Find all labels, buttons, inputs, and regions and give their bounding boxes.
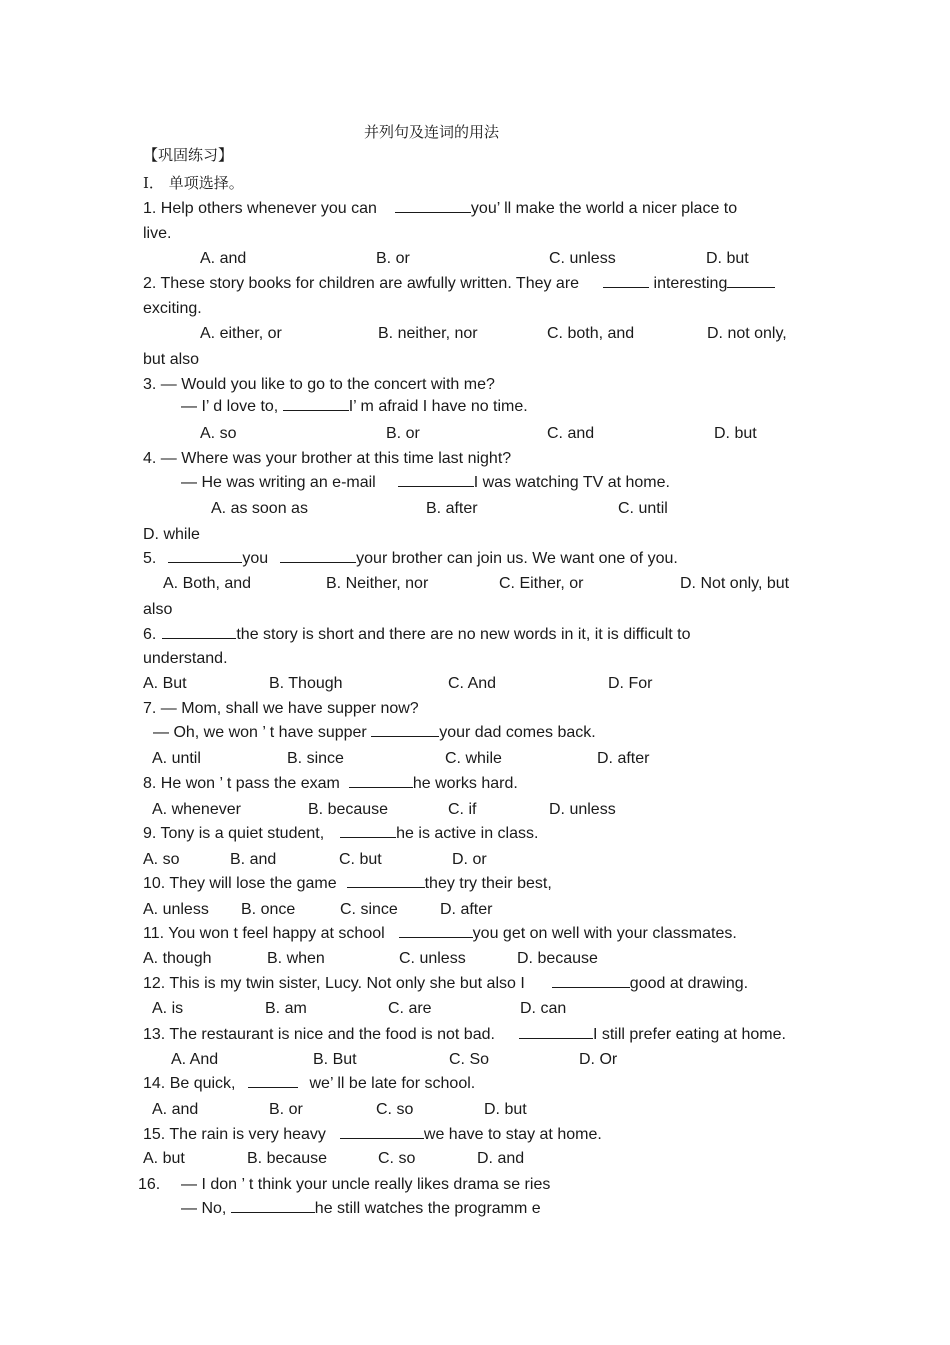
option: D. but: [706, 250, 749, 267]
question-11-text-2: you get on well with your classmates.: [472, 925, 737, 942]
question-3-text-2: I’ m afraid I have no time.: [348, 398, 528, 415]
answer-blank: [248, 1074, 298, 1088]
option: C. are: [388, 1000, 432, 1017]
option: C. so: [378, 1150, 416, 1167]
question-5-number: 5.: [143, 550, 157, 567]
question-6-line-1: [143, 625, 690, 645]
question-8-text-2: he works hard.: [412, 775, 518, 792]
question-16-line-1: — I don ’ t think your uncle really likes drama se ries: [181, 1176, 551, 1193]
question-7-text: — Oh, we won ’ t have supper: [153, 724, 367, 741]
answer-blank: [395, 199, 471, 213]
answer-blank: [552, 974, 630, 988]
page-title: 并列句及连词的用法: [364, 123, 500, 141]
option: C. so: [376, 1101, 414, 1118]
question-12-line-1: [143, 974, 748, 994]
question-6-number: 6.: [143, 626, 157, 643]
question-15-text-2: we have to stay at home.: [423, 1126, 602, 1143]
question-7-line-1: 7. — Mom, shall we have supper now?: [143, 700, 419, 717]
option: A. but: [143, 1150, 185, 1167]
question-5-text-2: your brother can join us. We want one of you.: [356, 550, 678, 567]
question-4-text: — He was writing an e-mail: [181, 474, 376, 491]
option: C. until: [618, 500, 668, 517]
question-5-text: you: [242, 550, 269, 567]
question-2-line-2: exciting.: [143, 300, 202, 317]
option: C. but: [339, 851, 382, 868]
question-12-text-2: good at drawing.: [629, 975, 749, 992]
option: A. whenever: [152, 801, 241, 818]
option: A. as soon as: [211, 500, 308, 517]
answer-blank: [231, 1199, 315, 1213]
section-heading: 【巩固练习】: [143, 146, 234, 164]
option: A. Both, and: [163, 575, 252, 592]
option: C. and: [547, 425, 595, 442]
option: C. Either, or: [499, 575, 584, 592]
option: A. so: [143, 851, 180, 868]
question-4-line-2: [181, 473, 670, 493]
answer-blank: [727, 274, 775, 288]
answer-blank: [371, 723, 439, 737]
question-12-text: 12. This is my twin sister, Lucy. Not only she but also I: [143, 975, 525, 992]
question-1-line-1: [143, 199, 737, 219]
option: D. because: [517, 950, 598, 967]
question-1-text: 1. Help others whenever you can: [143, 200, 377, 217]
option: D. and: [477, 1150, 525, 1167]
question-7-line-2: [153, 723, 596, 743]
option: A. until: [152, 750, 201, 767]
option: D. For: [608, 675, 653, 692]
question-14-text: 14. Be quick,: [143, 1075, 236, 1092]
option: D. or: [452, 851, 487, 868]
option: A. But: [143, 675, 187, 692]
option: B. But: [313, 1051, 357, 1068]
option: C. So: [449, 1051, 490, 1068]
question-10-text-2: they try their best,: [424, 875, 552, 892]
option: C. both, and: [547, 325, 635, 342]
option: A. and: [152, 1101, 199, 1118]
question-9-text-2: he is active in class.: [396, 825, 539, 842]
question-6-text: the story is short and there are no new words in it, it is difficult to: [236, 626, 691, 643]
option: B. because: [247, 1150, 328, 1167]
option: B. or: [386, 425, 420, 442]
question-15-text: 15. The rain is very heavy: [143, 1126, 326, 1143]
option: B. Though: [269, 675, 343, 692]
answer-blank: [347, 874, 425, 888]
question-16-text-2: he still watches the programm e: [314, 1200, 541, 1217]
option: C. if: [448, 801, 477, 818]
option: A. so: [200, 425, 237, 442]
question-10-text: 10. They will lose the game: [143, 875, 337, 892]
option: C. since: [340, 901, 398, 918]
option: B. once: [241, 901, 296, 918]
question-2-line-1: [143, 274, 775, 294]
option: D. but: [484, 1101, 527, 1118]
question-9-text: 9. Tony is a quiet student,: [143, 825, 325, 842]
question-16-line-2: [181, 1199, 541, 1219]
question-3-text: — I’ d love to,: [181, 398, 279, 415]
question-10-line-1: [143, 874, 552, 894]
question-14-text-2: we’ ll be late for school.: [309, 1075, 476, 1092]
question-15-line-1: [143, 1125, 602, 1145]
answer-blank: [340, 1125, 424, 1139]
question-9-line-1: [143, 824, 538, 844]
question-4-line-1: 4. — Where was your brother at this time last night?: [143, 450, 512, 467]
question-1-text-2: you’ ll make the world a nicer place to: [470, 200, 738, 217]
option: B. because: [308, 801, 389, 818]
option: B. neither, nor: [378, 325, 478, 342]
question-13-text: 13. The restaurant is nice and the food is not bad.: [143, 1026, 495, 1043]
option: C. And: [448, 675, 497, 692]
option: B. or: [269, 1101, 303, 1118]
answer-blank: [340, 824, 396, 838]
option: D. while: [143, 526, 200, 543]
option: D. Or: [579, 1051, 618, 1068]
option: B. when: [267, 950, 325, 967]
question-1-line-2: live.: [143, 225, 172, 242]
option: B. Neither, nor: [326, 575, 429, 592]
option: A. unless: [143, 901, 209, 918]
option: B. since: [287, 750, 344, 767]
option: D. not only,: [707, 325, 787, 342]
question-4-text-2: I was watching TV at home.: [473, 474, 670, 491]
option: B. and: [230, 851, 277, 868]
question-2-text-2: interesting: [653, 275, 728, 292]
option-continuation: also: [143, 601, 173, 618]
answer-blank: [603, 274, 649, 288]
option: B. or: [376, 250, 410, 267]
option: B. after: [426, 500, 478, 517]
question-14-line-1: [143, 1074, 475, 1094]
answer-blank: [283, 397, 349, 411]
option: D. after: [440, 901, 493, 918]
answer-blank: [162, 625, 236, 639]
option: A. And: [171, 1051, 219, 1068]
option: D. unless: [549, 801, 616, 818]
question-7-text-2: your dad comes back.: [439, 724, 596, 741]
question-3-line-1: 3. — Would you like to go to the concert with me?: [143, 376, 495, 393]
option: C. unless: [399, 950, 466, 967]
answer-blank: [168, 549, 242, 563]
question-5-line-1: [143, 549, 678, 569]
question-13-text-2: I still prefer eating at home.: [592, 1026, 786, 1043]
question-6-line-2: understand.: [143, 650, 228, 667]
option: B. am: [265, 1000, 307, 1017]
question-11-text: 11. You won t feel happy at school: [143, 925, 385, 942]
answer-blank: [349, 774, 413, 788]
option: A. and: [200, 250, 247, 267]
option: C. while: [445, 750, 502, 767]
part-heading: I． 单项选择。: [143, 174, 244, 192]
option: A. either, or: [200, 325, 282, 342]
answer-blank: [280, 549, 356, 563]
option: D. but: [714, 425, 757, 442]
question-8-line-1: [143, 774, 518, 794]
answer-blank: [519, 1025, 593, 1039]
option-continuation: but also: [143, 351, 200, 368]
option: A. though: [143, 950, 212, 967]
question-16-number: 16.: [138, 1176, 161, 1193]
question-3-line-2: [181, 397, 528, 417]
question-16-text: — No,: [181, 1200, 227, 1217]
option: C. unless: [549, 250, 616, 267]
option: D. can: [520, 1000, 567, 1017]
question-2-text: 2. These story books for children are awfully written. They are: [143, 275, 580, 292]
answer-blank: [398, 473, 474, 487]
answer-blank: [399, 924, 473, 938]
question-8-text: 8. He won ’ t pass the exam: [143, 775, 340, 792]
option: A. is: [152, 1000, 184, 1017]
option: D. after: [597, 750, 650, 767]
option: D. Not only, but: [680, 575, 790, 592]
question-11-line-1: [143, 924, 737, 944]
question-13-line-1: [143, 1025, 786, 1045]
